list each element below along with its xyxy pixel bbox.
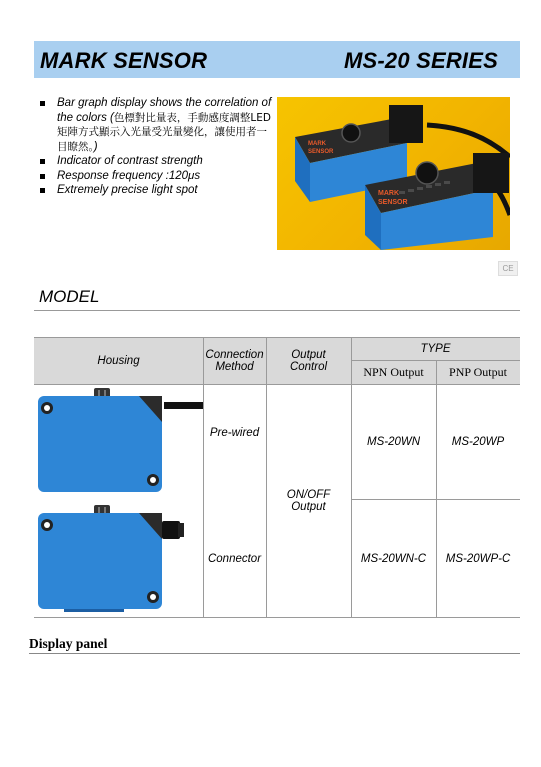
product-photo (277, 97, 510, 250)
model-table (34, 337, 520, 618)
feature-item: Indicator of contrast strength (40, 154, 272, 169)
section-title-display-panel: Display panel (29, 636, 108, 651)
product-title: MARK SENSOR (40, 48, 208, 73)
feature-list (40, 96, 272, 198)
sensor-connector-illustration (34, 499, 203, 618)
sensor-photo-illustration (277, 97, 510, 250)
title-bar (34, 41, 520, 78)
header-connection-method: Connection Method (203, 337, 266, 384)
photo-label-mark: MARK (308, 141, 326, 147)
housing-image-connector (34, 499, 203, 618)
table-border (436, 360, 437, 618)
model-ms-20wp: MS-20WP (451, 435, 505, 448)
feature-item: Response frequency :120μs (40, 169, 272, 184)
header-type: TYPE (351, 337, 520, 360)
connection-connector: Connector (207, 552, 262, 565)
photo-label-sensor-2: SENSOR (378, 199, 408, 206)
divider (29, 653, 520, 654)
section-title-model: MODEL (39, 287, 100, 306)
table-border (203, 337, 204, 618)
housing-image-prewired (34, 384, 203, 499)
model-ms-20wp-c: MS-20WP-C (445, 552, 511, 565)
model-ms-20wn-c: MS-20WN-C (360, 552, 427, 565)
header-pnp-output: PNP Output (436, 360, 520, 384)
feature-item: Extremely precise light spot (40, 183, 272, 198)
photo-label-sensor: SENSOR (308, 149, 334, 155)
header-housing: Housing (34, 337, 203, 384)
feature-item: Bar graph display shows the correlation of the colors (色標對比量表，手動感度調整LED矩陣方式顯示入光量受光量變化，讓使用者一目瞭然。) (40, 96, 272, 154)
connection-prewired: Pre-wired (209, 427, 260, 439)
header-npn-output: NPN Output (351, 360, 436, 384)
divider (34, 310, 520, 311)
photo-label-mark-2: MARK (378, 190, 399, 197)
table-border (34, 337, 520, 338)
sensor-prewired-illustration (34, 384, 203, 499)
table-border (34, 617, 520, 618)
table-border (34, 384, 520, 385)
output-control-value: ON/OFF Output (286, 489, 331, 513)
model-ms-20wn: MS-20WN (366, 435, 421, 448)
feature-cjk-text: 色標對比量表，手動感度調整LED矩陣方式顯示入光量受光量變化，讓使用者一目瞭然。 (57, 111, 271, 153)
table-border (351, 337, 352, 618)
series-title: MS-20 SERIES (343, 48, 498, 73)
table-border (266, 337, 267, 618)
header-output-control: Output Control (266, 337, 351, 384)
ce-mark-icon: CE (498, 261, 518, 276)
